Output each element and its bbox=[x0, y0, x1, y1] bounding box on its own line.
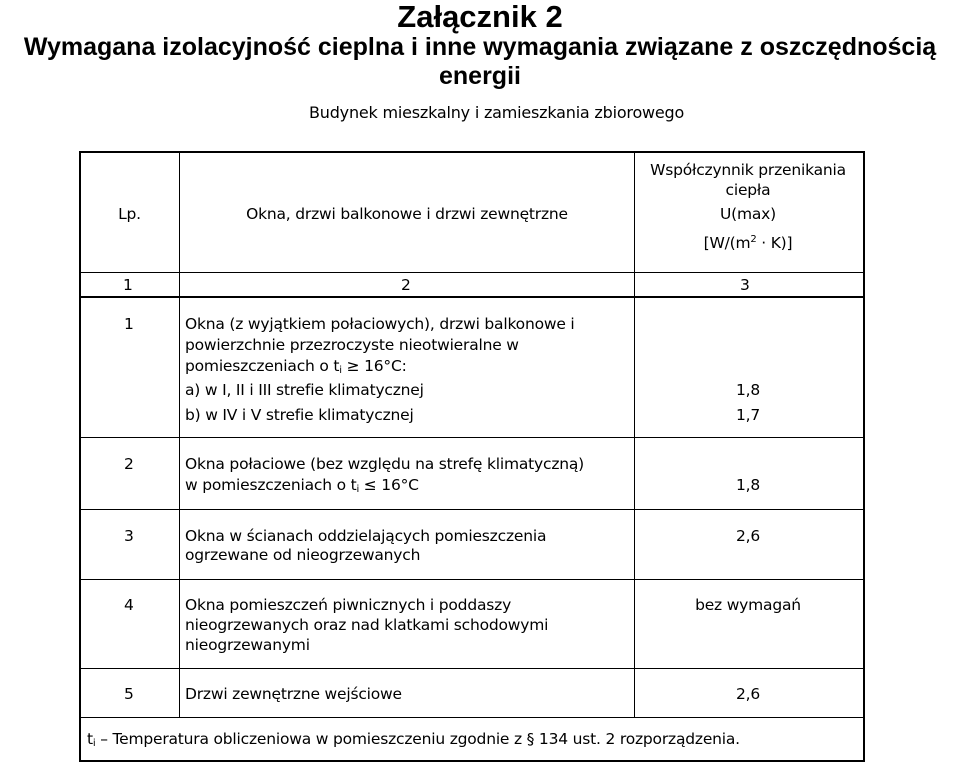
footnote-symbol: t bbox=[87, 730, 93, 748]
row-separator bbox=[79, 579, 865, 580]
header-coef-line-2: ciepła bbox=[725, 181, 771, 199]
row-text-line: Okna w ścianach oddzielających pomieszczenia bbox=[185, 527, 547, 545]
row-lp: 5 bbox=[124, 685, 134, 703]
footnote-text: – Temperatura obliczeniowa w pomieszczeniu zgodnie z § 134 ust. 2 rozporządzenia. bbox=[95, 730, 740, 748]
table-top-border bbox=[79, 151, 865, 153]
row-text-part: ≥ 16°C: bbox=[341, 357, 407, 375]
row-text-part: w pomieszczeniach o t bbox=[185, 476, 357, 494]
row-text-line bbox=[185, 356, 407, 381]
row-lp: 2 bbox=[124, 455, 134, 473]
row-value: bez wymagań bbox=[695, 596, 801, 614]
row-value: 1,8 bbox=[735, 476, 761, 494]
column-number: 2 bbox=[401, 276, 411, 294]
row-text-line: Okna połaciowe (bez względu na strefę klimatyczną) bbox=[185, 455, 585, 473]
row-value: 1,8 bbox=[735, 381, 761, 399]
page-title: Załącznik 2 bbox=[397, 0, 563, 34]
row-separator bbox=[79, 437, 865, 438]
row-lp: 3 bbox=[124, 527, 134, 545]
header-coef-line-1: Współczynnik przenikania bbox=[650, 161, 846, 179]
header-unit-b: · K)] bbox=[756, 234, 793, 252]
page-subtitle-line-2: energii bbox=[439, 62, 521, 90]
subscript-i: i bbox=[92, 738, 96, 749]
row-text-line: ogrzewane od nieogrzewanych bbox=[185, 546, 421, 564]
row-text-line: b) w IV i V strefie klimatycznej bbox=[185, 406, 414, 424]
table-bottom-border bbox=[79, 760, 865, 762]
row-separator bbox=[79, 717, 865, 718]
row-text-line: nieogrzewanych oraz nad klatkami schodowymi bbox=[185, 616, 549, 634]
row-text-line: Drzwi zewnętrzne wejściowe bbox=[185, 685, 402, 703]
subscript-i: i bbox=[356, 484, 360, 495]
header-unit bbox=[635, 230, 861, 253]
table-footnote bbox=[87, 729, 740, 754]
header-coef-line-3: U(max) bbox=[719, 205, 776, 223]
row-separator bbox=[79, 668, 865, 669]
row-text-line: nieogrzewanymi bbox=[185, 636, 310, 654]
row-lp: 1 bbox=[124, 315, 134, 333]
subscript-i: i bbox=[339, 365, 342, 376]
row-value: 2,6 bbox=[735, 685, 761, 703]
row-text-part: ≤ 16°C bbox=[359, 476, 419, 494]
header-separator bbox=[79, 272, 865, 273]
column-numbers-separator bbox=[79, 296, 865, 298]
column-number: 3 bbox=[740, 276, 750, 294]
row-text-line: Okna (z wyjątkiem połaciowych), drzwi balkonowe i bbox=[185, 315, 575, 333]
row-lp: 4 bbox=[124, 596, 134, 614]
row-text-line: Okna pomieszczeń piwnicznych i poddaszy bbox=[185, 596, 512, 614]
column-number: 1 bbox=[123, 276, 133, 294]
page-subtitle-line-1: Wymagana izolacyjność cieplna i inne wymagania związane z oszczędnością bbox=[23, 33, 937, 61]
row-text-line: a) w I, II i III strefie klimatycznej bbox=[185, 381, 424, 399]
building-type-caption: Budynek mieszkalny i zamieszkania zbiorowego bbox=[309, 103, 685, 122]
column-divider bbox=[179, 152, 180, 717]
header-lp: Lp. bbox=[118, 205, 141, 223]
header-unit-sup: 2 bbox=[750, 234, 757, 245]
row-separator bbox=[79, 509, 865, 510]
row-text-line: powierzchnie przezroczyste nieotwieralne w bbox=[185, 336, 519, 354]
row-text-part: pomieszczeniach o t bbox=[185, 357, 340, 375]
header-element: Okna, drzwi balkonowe i drzwi zewnętrzne bbox=[246, 205, 568, 223]
page-subtitle bbox=[0, 33, 960, 91]
row-value: 1,7 bbox=[735, 406, 761, 424]
row-text-line bbox=[185, 475, 419, 500]
header-unit-a: [W/(m bbox=[703, 234, 751, 252]
row-value: 2,6 bbox=[735, 527, 761, 545]
